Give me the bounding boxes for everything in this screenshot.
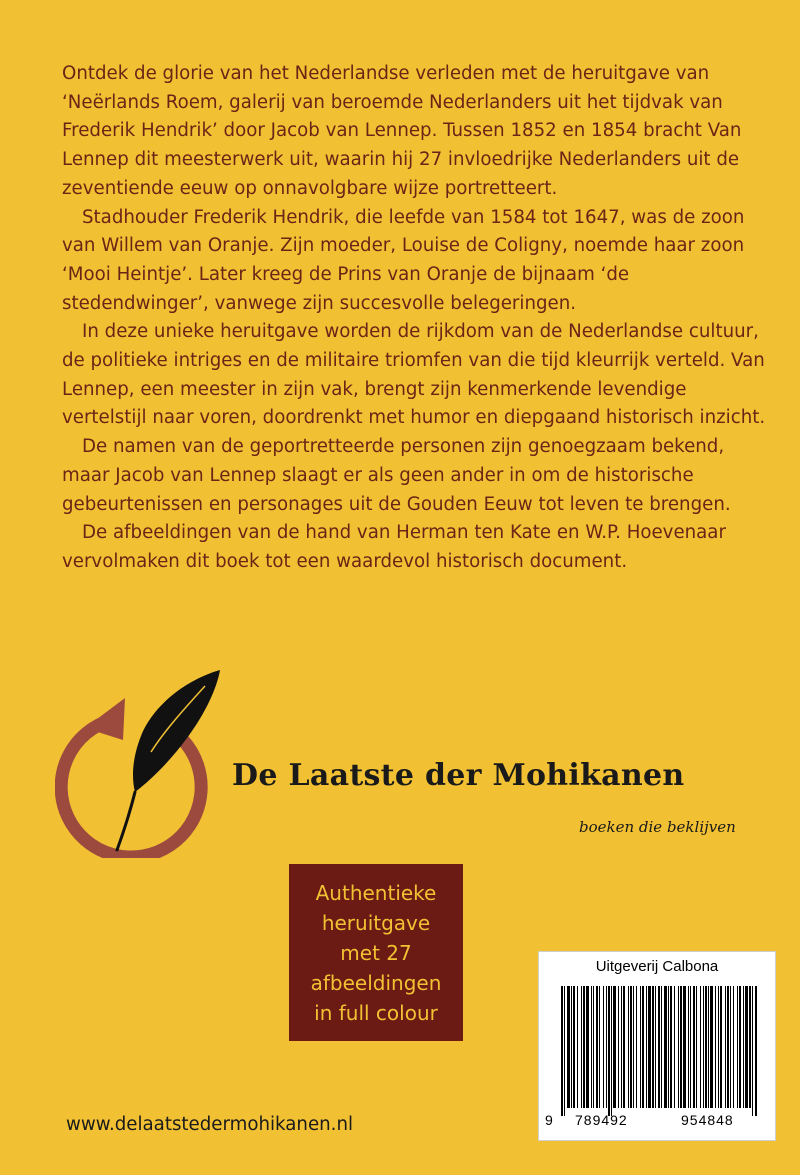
barcode-bar — [621, 986, 622, 1108]
blurb-paragraph-5: De afbeeldingen van de hand van Herman ten Kate en W.P. Hoevenaar vervolmaken dit boek tot een waardevol historisch document. — [62, 522, 726, 572]
barcode-bar — [591, 986, 592, 1108]
barcode-bar — [630, 986, 632, 1108]
barcode-bar — [603, 986, 604, 1108]
barcode-bar — [670, 986, 672, 1108]
barcode-bar — [599, 986, 600, 1108]
logo-title: De Laatste der Mohikanen — [232, 758, 685, 793]
promo-line-5: in full colour — [314, 1000, 438, 1025]
promo-line-1: Authentieke — [315, 880, 437, 905]
barcode-bar — [581, 986, 582, 1108]
blurb-text — [62, 60, 774, 577]
barcode-bar — [646, 986, 647, 1108]
barcode-bar — [586, 986, 589, 1108]
blurb-paragraph-1: Ontdek de glorie van het Nederlandse verleden met de heruitgave van ‘Neërlands Roem, galerij van beroemde Nederlanders uit het tijdvak van Frederik Hendrik’ door Jacob van Lennep. Tussen 1852 en 1854 bracht Van Lennep dit meesterwerk uit, waarin hij 27 invloedrijke Nederlanders uit de zeventiende eeuw op onnavolgbare wijze portretteert. — [62, 63, 742, 199]
barcode-bar — [661, 986, 662, 1108]
barcode-bar — [693, 986, 695, 1108]
barcode-bar — [678, 986, 679, 1108]
barcode-bar — [655, 986, 656, 1108]
barcode-bar — [755, 986, 757, 1116]
barcode-bar — [733, 986, 734, 1108]
promo-line-3: met 27 — [340, 940, 412, 965]
barcode-bar — [720, 986, 722, 1108]
barcode-bar — [613, 986, 616, 1108]
barcode-bar — [749, 986, 751, 1108]
barcode-bar — [606, 986, 607, 1108]
barcode-bar — [573, 986, 575, 1108]
barcode-bar — [674, 986, 675, 1108]
blurb-paragraph-4: De namen van de geportretteerde personen zijn genoegzaam bekend, maar Jacob van Lennep slaagt er als geen ander in om de historische gebeurtenissen en personages uit de Gouden Eeuw tot leven te brengen. — [62, 436, 731, 515]
barcode-bar — [608, 986, 610, 1116]
website-url[interactable]: www.delaatstedermohikanen.nl — [66, 1114, 354, 1135]
barcode-bar — [703, 986, 704, 1108]
promo-line-4: afbeeldingen — [310, 970, 442, 995]
barcode-bar — [745, 986, 748, 1108]
barcode-bar — [708, 986, 709, 1108]
barcode-bar — [571, 986, 572, 1108]
barcode-bar — [564, 986, 565, 1116]
isbn-left: 789492 — [575, 1112, 628, 1128]
barcode-bar — [596, 986, 598, 1108]
barcode-bar — [668, 986, 669, 1108]
quill-circle-icon — [55, 668, 235, 858]
barcode-bar — [739, 986, 741, 1108]
barcode-bar — [658, 986, 660, 1108]
blurb-paragraph-2: Stadhouder Frederik Hendrik, die leefde van 1584 tot 1647, was de zoon van Willem van Oranje. Zijn moeder, Louise de Coligny, noemde haar zoon ‘Mooi Heintje’. Later kreeg de Prins van Oranje de bijnaam ‘de stedendwinger’, vanwege zijn succesvolle belegeringen. — [62, 206, 745, 314]
barcode-bar — [696, 986, 697, 1108]
barcode-bar — [710, 986, 713, 1108]
barcode-bar — [690, 986, 691, 1108]
barcode-bar — [636, 986, 637, 1108]
barcode-bar — [725, 986, 726, 1108]
barcode-bar — [593, 986, 594, 1108]
promo-box — [289, 864, 463, 1041]
barcode-bar — [567, 986, 570, 1108]
barcode-bar — [737, 986, 738, 1108]
publisher-logo — [55, 668, 235, 858]
barcode-bar — [688, 986, 689, 1108]
barcode-bar — [633, 986, 634, 1108]
barcode-bar — [700, 986, 701, 1108]
barcode-bar — [628, 986, 629, 1108]
blurb-paragraph-3: In deze unieke heruitgave worden de rijkdom van de Nederlandse cultuur, de politieke intriges en de militaire triomfen van die tijd kleurrijk verteld. Van Lennep, een meester in zijn vak, brengt zijn kenmerkende levendige vertelstijl naar voren, doordrenkt met humor en diepgaand historisch inzicht. — [62, 321, 766, 429]
barcode-bar — [561, 986, 563, 1116]
barcode-bar — [715, 986, 716, 1108]
isbn-prefix: 9 — [545, 1112, 554, 1128]
barcode-bar — [648, 986, 651, 1108]
barcode-bar — [640, 986, 641, 1108]
barcode-bar — [743, 986, 744, 1108]
barcode-bar — [730, 986, 731, 1108]
barcode-bar — [577, 986, 578, 1108]
barcode-bar — [718, 986, 719, 1108]
barcode-bar — [618, 986, 619, 1108]
barcode-bar — [752, 986, 753, 1116]
barcode-bar — [683, 986, 686, 1108]
barcode-bar — [705, 986, 707, 1108]
logo-tagline: boeken die beklijven — [579, 818, 736, 836]
barcode-bar — [727, 986, 729, 1108]
barcode-publisher: Uitgeverij Calbona — [595, 958, 719, 975]
barcode-bar — [652, 986, 654, 1108]
barcode-bar — [611, 986, 612, 1116]
barcode-bar — [680, 986, 682, 1108]
barcode-box — [538, 951, 776, 1141]
barcode-bar — [642, 986, 644, 1108]
barcode-bar — [583, 986, 585, 1108]
isbn-right: 954848 — [681, 1112, 734, 1128]
barcode-bar — [664, 986, 667, 1108]
barcode-bar — [623, 986, 625, 1108]
promo-line-2: heruitgave — [321, 910, 431, 935]
